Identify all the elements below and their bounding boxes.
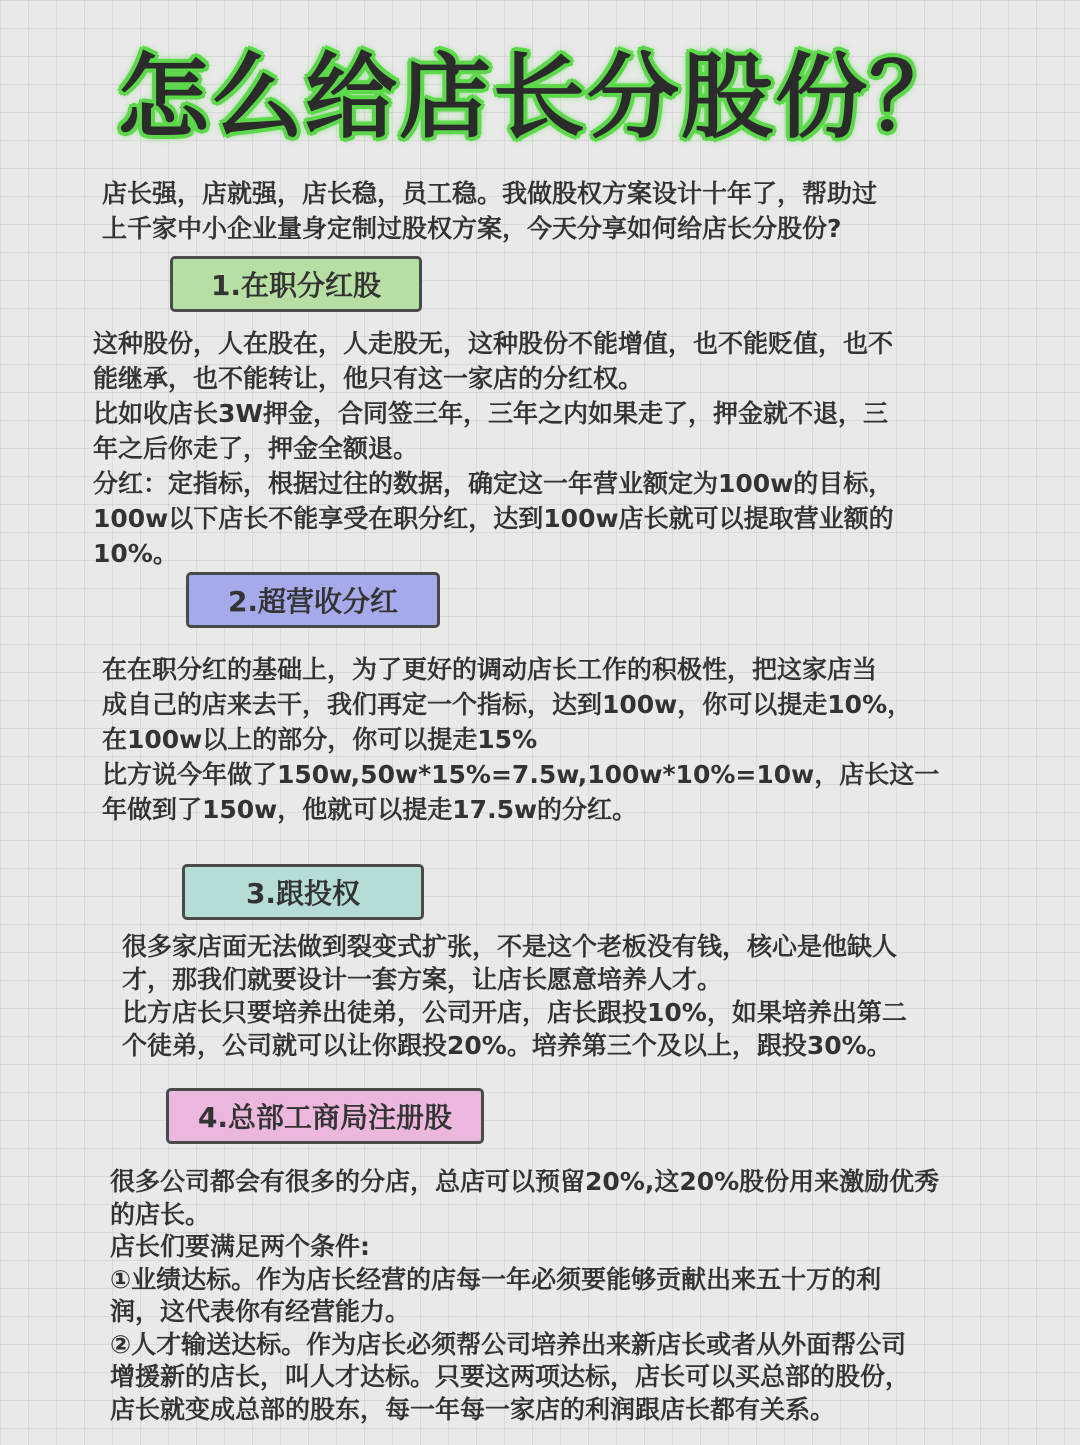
- text-line: 店长就变成总部的股东，每一年每一家店的利润跟店长都有关系。: [110, 1394, 836, 1424]
- section-heading-2: 2.超营收分红: [186, 572, 440, 628]
- text-line: 上千家中小企业量身定制过股权方案，今天分享如何给店长分股份?: [102, 214, 842, 243]
- text-line: 个徒弟，公司就可以让你跟投20%。培养第三个及以上，跟投30%。: [122, 1031, 892, 1060]
- section-4-body: [110, 1166, 1010, 1426]
- text-line: 年做到了150w，他就可以提走17.5w的分红。: [102, 795, 638, 824]
- text-line: 能继承，也不能转让，他只有这一家店的分红权。: [93, 364, 644, 393]
- text-line: 店长们要满足两个条件:: [110, 1232, 370, 1261]
- section-3-body: [122, 930, 1002, 1062]
- text-line: 在100w以上的部分，你可以提走15%: [102, 725, 538, 754]
- section-heading-3: 3.跟投权: [182, 864, 424, 920]
- text-line: 比如收店长3W押金，合同签三年，三年之内如果走了，押金就不退，三: [93, 399, 888, 428]
- section-2-body: [102, 652, 1022, 827]
- text-line: 增援新的店长，叫人才达标。只要这两项达标，店长可以买总部的股份，: [110, 1362, 911, 1391]
- section-heading-4: 4.总部工商局注册股: [166, 1088, 484, 1144]
- text-line: 很多公司都会有很多的分店，总店可以预留20%,这20%股份用来激励优秀: [110, 1167, 940, 1196]
- text-line: 润，这代表你有经营能力。: [110, 1297, 411, 1326]
- text-line: 成自己的店来去干，我们再定一个指标，达到100w，你可以提走10%，: [102, 690, 913, 719]
- text-line: 比方说今年做了150w,50w*15%=7.5w,100w*10%=10w，店长这一: [102, 760, 940, 789]
- text-line: 在在职分红的基础上，为了更好的调动店长工作的积极性，把这家店当: [102, 655, 878, 684]
- text-line: 才，那我们就要设计一套方案，让店长愿意培养人才。: [122, 965, 723, 994]
- text-line: 店长强，店就强，店长稳，员工稳。我做股权方案设计十年了，帮助过: [102, 179, 878, 208]
- text-line: ②人才输送达标。作为店长必须帮公司培养出来新店长或者从外面帮公司: [110, 1329, 907, 1359]
- text-line: 很多家店面无法做到裂变式扩张，不是这个老板没有钱，核心是他缺人: [122, 932, 898, 961]
- section-1-body: [93, 326, 1023, 571]
- text-line: 分红：定指标，根据过往的数据，确定这一年营业额定为100w的目标，: [93, 469, 894, 498]
- text-line: 的店长。: [110, 1199, 211, 1229]
- text-line: 年之后你走了，押金全额退。: [93, 434, 419, 463]
- intro-paragraph: [102, 176, 1002, 246]
- page-title: 怎么给店长分股份？: [116, 44, 963, 151]
- text-line: 100w以下店长不能享受在职分红，达到100w店长就可以提取营业额的: [93, 504, 894, 533]
- text-line: 10%。: [93, 539, 178, 568]
- text-line: ①业绩达标。作为店长经营的店每一年必须要能够贡献出来五十万的利: [110, 1264, 882, 1294]
- text-line: 比方店长只要培养出徒弟，公司开店，店长跟投10%，如果培养出第二: [122, 998, 907, 1027]
- text-line: 这种股份，人在股在，人走股无，这种股份不能增值，也不能贬值，也不: [93, 329, 894, 358]
- section-heading-1: 1.在职分红股: [170, 256, 422, 312]
